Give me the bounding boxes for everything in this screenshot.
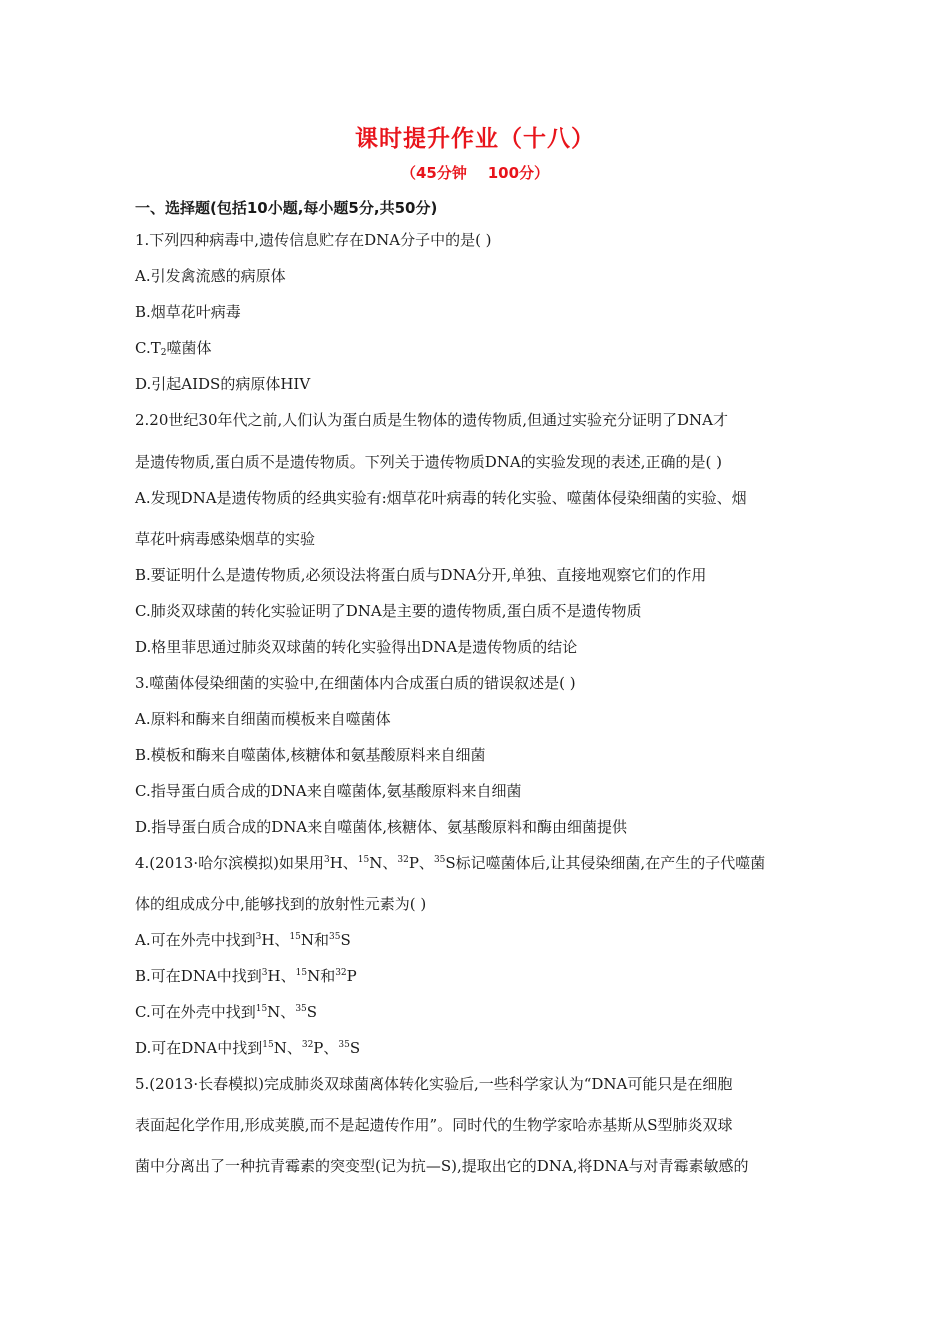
option-1c (135, 338, 211, 358)
option-3a: A.原料和酶来自细菌而模板来自噬菌体 (135, 710, 391, 728)
text: N、 (273, 1039, 302, 1057)
text: H、 (261, 931, 290, 949)
option-4d (135, 1038, 360, 1058)
option-2a-line-1: A.发现DNA是遗传物质的经典实验有:烟草花叶病毒的转化实验、噬菌体侵染细菌的实验、烟 (135, 489, 747, 507)
question-3: 3.噬菌体侵染细菌的实验中,在细菌体内合成蛋白质的错误叙述是( ) (135, 674, 576, 692)
question-2-line-2: 是遗传物质,蛋白质不是遗传物质。下列关于遗传物质DNA的实验发现的表述,正确的是( ) (135, 453, 722, 471)
text: D.可在DNA中找到 (135, 1039, 263, 1057)
superscript: 3 (261, 968, 268, 978)
superscript: 35 (433, 855, 446, 865)
text: B.可在DNA中找到 (135, 967, 262, 985)
text: C.T (135, 339, 161, 357)
option-3c: C.指导蛋白质合成的DNA来自噬菌体,氨基酸原料来自细菌 (135, 782, 522, 800)
option-4c (135, 1002, 317, 1022)
text: P (346, 967, 357, 985)
question-2-line-1: 2.20世纪30年代之前,人们认为蛋白质是生物体的遗传物质,但通过实验充分证明了DNA才 (135, 411, 729, 429)
text: S (349, 1039, 361, 1057)
superscript: 15 (295, 968, 308, 978)
superscript: 32 (397, 855, 409, 865)
section-heading: 一、选择题(包括10小题,每小题5分,共50分) (135, 199, 438, 217)
superscript: 15 (262, 1040, 274, 1050)
superscript: 35 (329, 932, 341, 942)
question-5-line-2: 表面起化学作用,形成荚膜,而不是起遗传作用”。同时代的生物学家哈赤基斯从S型肺炎双球 (135, 1116, 733, 1134)
text: N和 (300, 931, 330, 949)
question-1: 1.下列四种病毒中,遗传信息贮存在DNA分子中的是( ) (135, 231, 492, 249)
option-1a: A.引发禽流感的病原体 (135, 267, 286, 285)
superscript: 35 (338, 1040, 350, 1050)
text: P、 (313, 1039, 339, 1057)
text: P、 (408, 854, 434, 872)
text: S (306, 1003, 318, 1021)
text: H、 (329, 854, 358, 872)
question-5-line-1: 5.(2013·长春模拟)完成肺炎双球菌离体转化实验后,一些科学家认为“DNA可能只是在细胞 (135, 1075, 733, 1093)
text: N、 (369, 854, 398, 872)
superscript: 32 (301, 1040, 314, 1050)
option-4a (135, 930, 351, 950)
text: C.可在外壳中找到 (135, 1003, 256, 1021)
question-4-line-2: 体的组成成分中,能够找到的放射性元素为( ) (135, 895, 427, 913)
option-1b: B.烟草花叶病毒 (135, 303, 241, 321)
superscript: 15 (289, 932, 301, 942)
page-subtitle: （45分钟 100分） (400, 164, 550, 182)
option-4b (135, 966, 357, 986)
superscript: 15 (255, 1004, 268, 1014)
option-3b: B.模板和酶来自噬菌体,核糖体和氨基酸原料来自细菌 (135, 746, 486, 764)
option-2b: B.要证明什么是遗传物质,必须设法将蛋白质与DNA分开,单独、直接地观察它们的作用 (135, 566, 707, 584)
text: A.可在外壳中找到 (135, 931, 256, 949)
text: N、 (267, 1003, 296, 1021)
subscript: 2 (160, 348, 167, 358)
option-2c: C.肺炎双球菌的转化实验证明了DNA是主要的遗传物质,蛋白质不是遗传物质 (135, 602, 642, 620)
text: 噬菌体 (166, 339, 212, 357)
option-2d: D.格里菲思通过肺炎双球菌的转化实验得出DNA是遗传物质的结论 (135, 638, 578, 656)
text: H、 (267, 967, 296, 985)
option-3d: D.指导蛋白质合成的DNA来自噬菌体,核糖体、氨基酸原料和酶由细菌提供 (135, 818, 628, 836)
superscript: 32 (335, 968, 347, 978)
question-5-line-3: 菌中分离出了一种抗青霉素的突变型(记为抗—S),提取出它的DNA,将DNA与对青霉素敏感的 (135, 1157, 749, 1175)
text: S标记噬菌体后,让其侵染细菌,在产生的子代噬菌 (445, 854, 766, 872)
superscript: 3 (255, 932, 262, 942)
superscript: 3 (323, 855, 330, 865)
superscript: 35 (295, 1004, 307, 1014)
text: 4.(2013·哈尔滨模拟)如果用 (135, 854, 324, 872)
text: N和 (307, 967, 336, 985)
text: S (340, 931, 351, 949)
question-4-line-1 (135, 853, 765, 873)
option-2a-line-2: 草花叶病毒感染烟草的实验 (135, 530, 316, 548)
superscript: 15 (357, 855, 370, 865)
page-title: 课时提升作业（十八） (355, 126, 595, 152)
option-1d: D.引起AIDS的病原体HIV (135, 375, 311, 393)
